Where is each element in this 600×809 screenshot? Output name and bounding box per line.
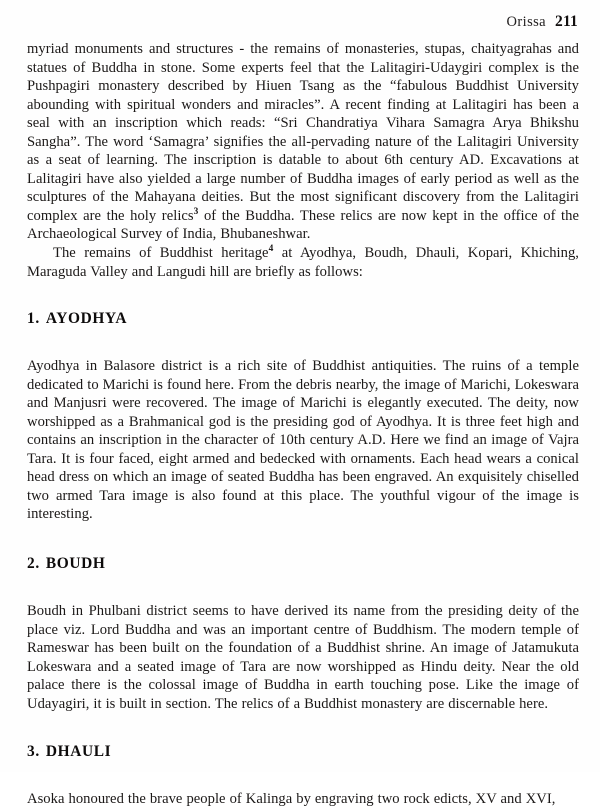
footnote-marker-4: 4 bbox=[268, 244, 274, 255]
running-header bbox=[27, 0, 579, 40]
paragraph-boudh: Boudh in Phulbani district seems to have derived its name from the presiding deity of the place viz. Lord Buddha and was an important centre of Buddhism. The modern temple of Rameswar has been built on the foundation of a Buddhist shrine. An image of Jatamukuta Lokeswara and a seated image of Tara are now worshipped as Hindu deity. Near the old palace there is the colossal image of Buddha in earth touching pose. Like the image of Udayagiri, it is built in section. The relics of a Buddhist monastery are discernable here. bbox=[27, 603, 579, 712]
section-number-3: 3. bbox=[27, 743, 40, 761]
footnote-marker-3: 3 bbox=[193, 207, 199, 218]
paragraph-ayodhya: Ayodhya in Balasore district is a rich site of Buddhist antiquities. The ruins of a temple dedicated to Marichi is found here. From the debris nearby, the image of Marichi, Lokeswara and Manjusri were recovered. The image of Marichi is elegantly executed. The deity, now worshipped as a Brahmanical god is the presiding god of Ayodhya. It is three feet high and contains an inscription in the character of 10th century A.D. Here we find an image of Vajra Tara. It is four faced, eight armed and bedecked with ornaments. Each head wears a conical head dress on which an image of seated Buddha has been engraved. An exquisitely chiselled two armed Tara image is also found at this place. The youthful vigour of the image is interesting. bbox=[27, 358, 579, 523]
paragraph-heritage-list bbox=[27, 244, 579, 281]
paragraph-dhauli: Asoka honoured the brave people of Kalinga by engraving two rock edicts, XV and XVI, bbox=[27, 791, 556, 808]
paragraph-heritage-text-a: The remains of Buddhist heritage bbox=[53, 245, 269, 262]
paragraph-lalitagiri-text-b: of the Buddha. These relics are now kept in the office of the Archaeological Survey of India, Bhubaneshwar. bbox=[27, 207, 579, 243]
body-text-column bbox=[27, 40, 579, 809]
paragraph-heritage-text-b: at Ayodhya, Boudh, Dhauli, Kopari, Khiching, Maraguda Valley and Langudi hill are briefly as follows: bbox=[27, 245, 579, 280]
page-number: 211 bbox=[555, 13, 578, 30]
section-heading-boudh bbox=[27, 555, 579, 573]
section-title-ayodhya: AYODHYA bbox=[45, 310, 128, 328]
paragraph-lalitagiri bbox=[27, 40, 579, 244]
section-title-dhauli: DHAULI bbox=[45, 743, 112, 761]
paragraph-lalitagiri-text-a: myriad monuments and structures - the remains of monasteries, stupas, chaityagrahas and statues of Buddha in stone. Some experts feel that the Lalitagiri-Udaygiri complex is the Pushpagiri monastery described by Hiuen Tsang as the “fabulous Buddhist University abounding with spiritual wonders and miracles”. A recent finding at Lalitagiri has been a seal with an inscription which reads: “Sri Chandratiya Vihara Samagra Arya Bhikshu Sangha”. The word ‘Samagra’ signifies the all-pervading nature of the Lalitagiri University as a seat of learning. The inscription is datable to about 6th century AD. Excavations at Lalitagiri have also yielded a large number of Buddha images of early period as well as the sculptures of the Mahayana deities. But the most significant discovery from the Lalitagiri complex are the holy relics bbox=[27, 41, 579, 224]
section-heading-dhauli bbox=[27, 743, 579, 761]
section-title-boudh: BOUDH bbox=[45, 555, 106, 573]
section-heading-ayodhya bbox=[27, 310, 579, 328]
header-book-name: Orissa bbox=[506, 14, 546, 30]
section-number-1: 1. bbox=[27, 310, 40, 328]
section-number-2: 2. bbox=[27, 555, 40, 573]
